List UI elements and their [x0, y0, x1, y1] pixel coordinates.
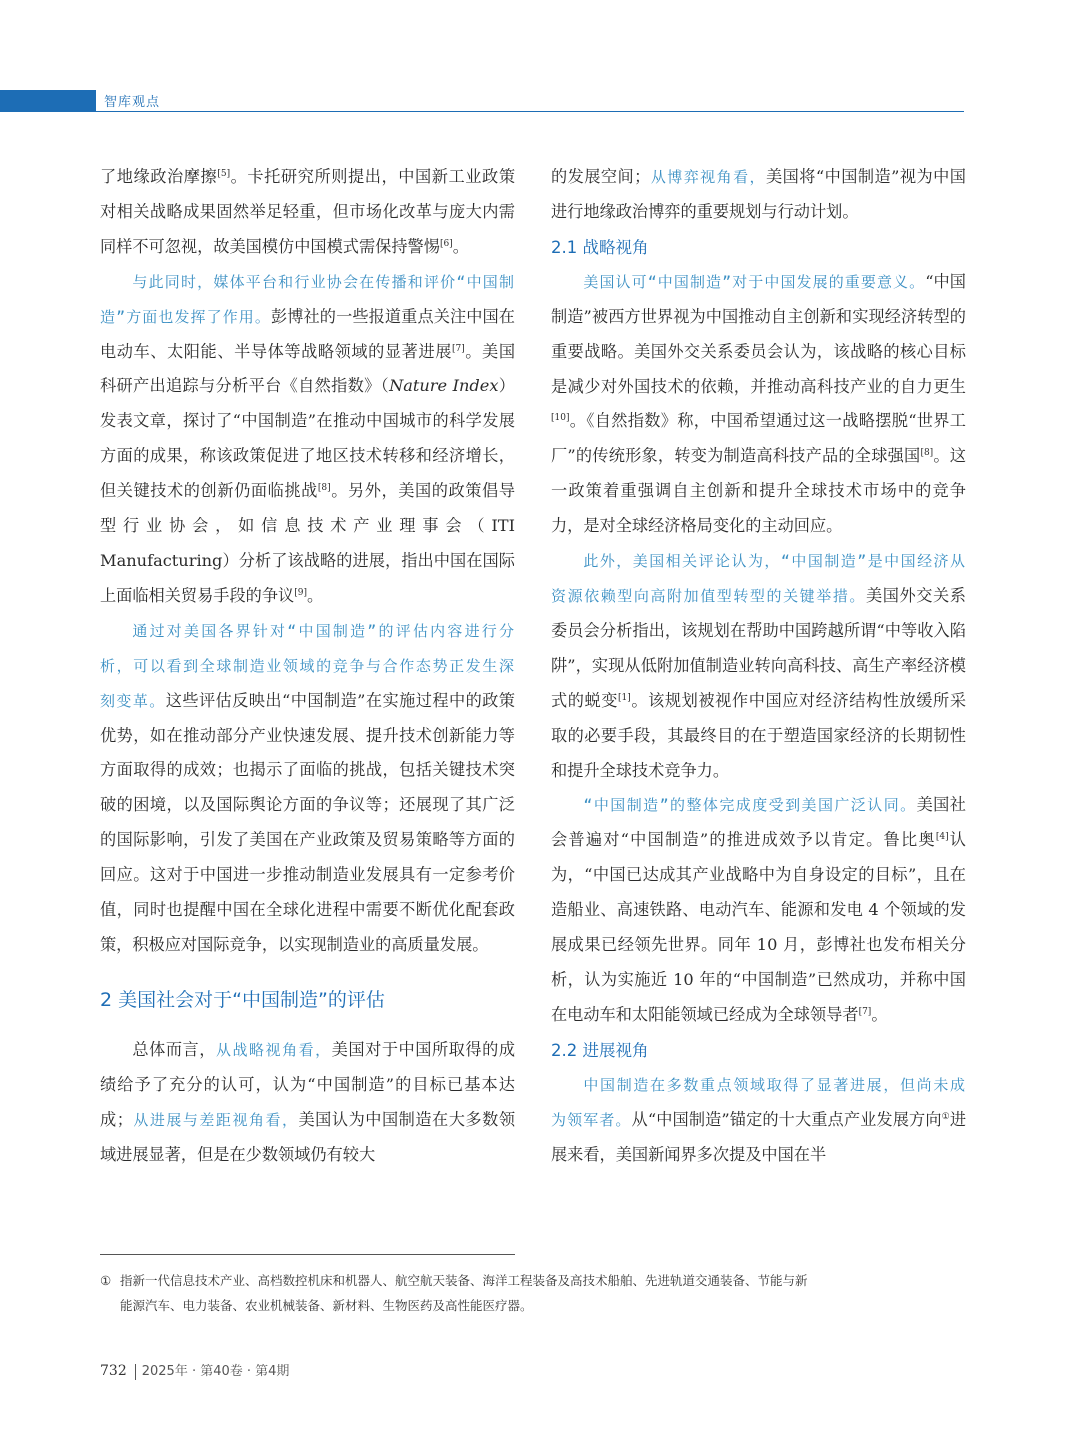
footnote-text-line-2: 能源汽车、电力装备、农业机械装备、新材料、生物医药及高性能医疗器。: [120, 1298, 533, 1313]
right-paragraph-2: 美国认可“中国制造”对于中国发展的重要意义。“中国制造”被西方世界视为中国推动自主创新和实现经济转型的重要战略。美国外交关系委员会认为，该战略的核心目标是减少对外国技术的依赖，并推动高科技产业的自力更生 [10]。《自然指数》称，中国希望通过这一战略摆脱“世界工厂”的传统形象，转变为制造高科技产品的全球强国[8]。这一政策着重强调自主创新和提升全球技术市场中的竞争力，是对全球经济格局变化的主动回应。: [551, 271, 966, 536]
subsection-heading-2-1: 2.1 战略视角: [551, 237, 649, 257]
emphasis-text: 中国制造在多数重点领域取得了显著进展，但尚未成为领军者。: [551, 1075, 966, 1129]
right-paragraph-5: 中国制造在多数重点领域取得了显著进展，但尚未成为领军者。从“中国制造”锚定的十大重点产业发展方向①进展来看，美国新闻界多次提及中国在半: [551, 1075, 966, 1164]
page-footer: [100, 1360, 289, 1380]
right-paragraph-4: “中国制造”的整体完成度受到美国广泛认同。美国社会普遍对“中国制造”的推进成效予以肯定。鲁比奥[4]认为，“中国已达成其产业战略中为自身设定的目标”，且在造船业、高速铁路、电动汽车、能源和发电 4 个领域的发展成果已经领先世界。同年 10 月，彭博社也发布相关分析，认为实施近 10 年的“中国制造”已然成功，并称中国在电动车和太阳能领域已经成为全球领导者[7]。: [551, 795, 966, 1024]
emphasis-text: 通过对美国各界针对“中国制造”的评估内容进行分析，可以看到全球制造业领域的竞争与合作态势正发生深刻变革。: [100, 621, 515, 710]
right-column: [551, 160, 966, 1172]
emphasis-text: “中国制造”的整体完成度受到美国广泛认同。: [583, 796, 917, 815]
right-paragraph-1: 的发展空间；从博弈视角看，美国将“中国制造”视为中国进行地缘政治博弈的重要规划与行动计划。: [551, 167, 966, 221]
emphasis-text: 从博弈视角看，: [650, 168, 766, 186]
right-paragraph-3: 此外，美国相关评论认为，“中国制造”是中国经济从资源依赖型向高附加值型转型的关键举措。美国外交关系委员会分析指出，该规划在帮助中国跨越所谓“中等收入陷阱”，实现从低附加值制造业转向高科技、高生产率经济模式的蜕变[1]。该规划被视作中国应对经济结构性放缓所采取的必要手段，其最终目的在于塑造国家经济的长期韧性和提升全球技术竞争力。: [551, 552, 967, 780]
emphasis-text: 从战略视角看，: [215, 1040, 332, 1059]
footnote-marker: ①: [100, 1273, 112, 1288]
subsection-heading-2-2: 2.2 进展视角: [551, 1040, 649, 1060]
left-column: [100, 160, 515, 1172]
header-band: [0, 90, 96, 112]
section-label: 智库观点: [104, 95, 161, 110]
header-rule: [96, 111, 964, 112]
footnote: [100, 1268, 964, 1318]
left-paragraph-1: 了地缘政治摩擦[5]。卡托研究所则提出，中国新工业政策对相关战略成果固然举足轻重，但市场化改革与庞大内需同样不可忽视，故美国模仿中国模式需保持警惕[6]。: [100, 167, 516, 256]
left-paragraph-3: 通过对美国各界针对“中国制造”的评估内容进行分析，可以看到全球制造业领域的竞争与合作态势正发生深刻变革。这些评估反映出“中国制造”在实施过程中的政策优势，如在推动部分产业快速发展、提升技术创新能力等方面取得的成效；也揭示了面临的挑战，包括关键技术突破的困境，以及国际舆论方面的争议等；还展现了其广泛的国际影响，引发了美国在产业政策及贸易策略等方面的回应。这对于中国进一步推动制造业发展具有一定参考价值，同时也提醒中国在全球化进程中需要不断优化配套政策，积极应对国际竞争，以实现制造业的高质量发展。: [100, 621, 515, 954]
left-paragraph-4: 总体而言，从战略视角看，美国对于中国所取得的成绩给予了充分的认可，认为“中国制造”的目标已基本达成；从进展与差距视角看，美国认为中国制造在大多数领域进展显著，但是在少数领域仍有较大: [100, 1039, 516, 1164]
left-paragraph-2: 与此同时，媒体平台和行业协会在传播和评价“中国制造”方面也发挥了作用。彭博社的一些报道重点关注中国在电动车、太阳能、半导体等战略领域的显著进展[7]。美国科研产出追踪与分析平台《自然指数》（Nature Index）发表文章，探讨了“中国制造”在推动中国城市的科学发展方面的成果，称该政策促进了地区技术转移和经济增长，但关键技术的创新仍面临挑战[8]。另外，美国的政策倡导型行业协会，如信息技术产业理事会（ITI Manufacturing）分析了该战略的进展，指出中国在国际上面临相关贸易手段的争议[9]。: [100, 272, 516, 605]
page-number: 732: [100, 1363, 127, 1379]
footer-separator: [135, 1364, 136, 1380]
issue-info: 2025年 · 第40卷 · 第4期: [141, 1364, 290, 1379]
footnote-rule: [100, 1254, 515, 1255]
emphasis-text: 与此同时，媒体平台和行业协会在传播和评价“中国制造”方面也发挥了作用。: [100, 272, 515, 326]
footnote-text-line-1: 指新一代信息技术产业、高档数控机床和机器人、航空航天装备、海洋工程装备及高技术船舶、先进轨道交通装备、节能与新: [120, 1273, 808, 1288]
emphasis-text: 此外，美国相关评论认为，“中国制造”是中国经济从资源依赖型向高附加值型转型的关键举措。: [551, 552, 966, 605]
section-heading-2: 2 美国社会对于“中国制造”的评估: [100, 988, 385, 1011]
emphasis-text: 美国认可“中国制造”对于中国发展的重要意义。: [583, 272, 926, 291]
emphasis-text: 从进展与差距视角看，: [132, 1110, 299, 1129]
